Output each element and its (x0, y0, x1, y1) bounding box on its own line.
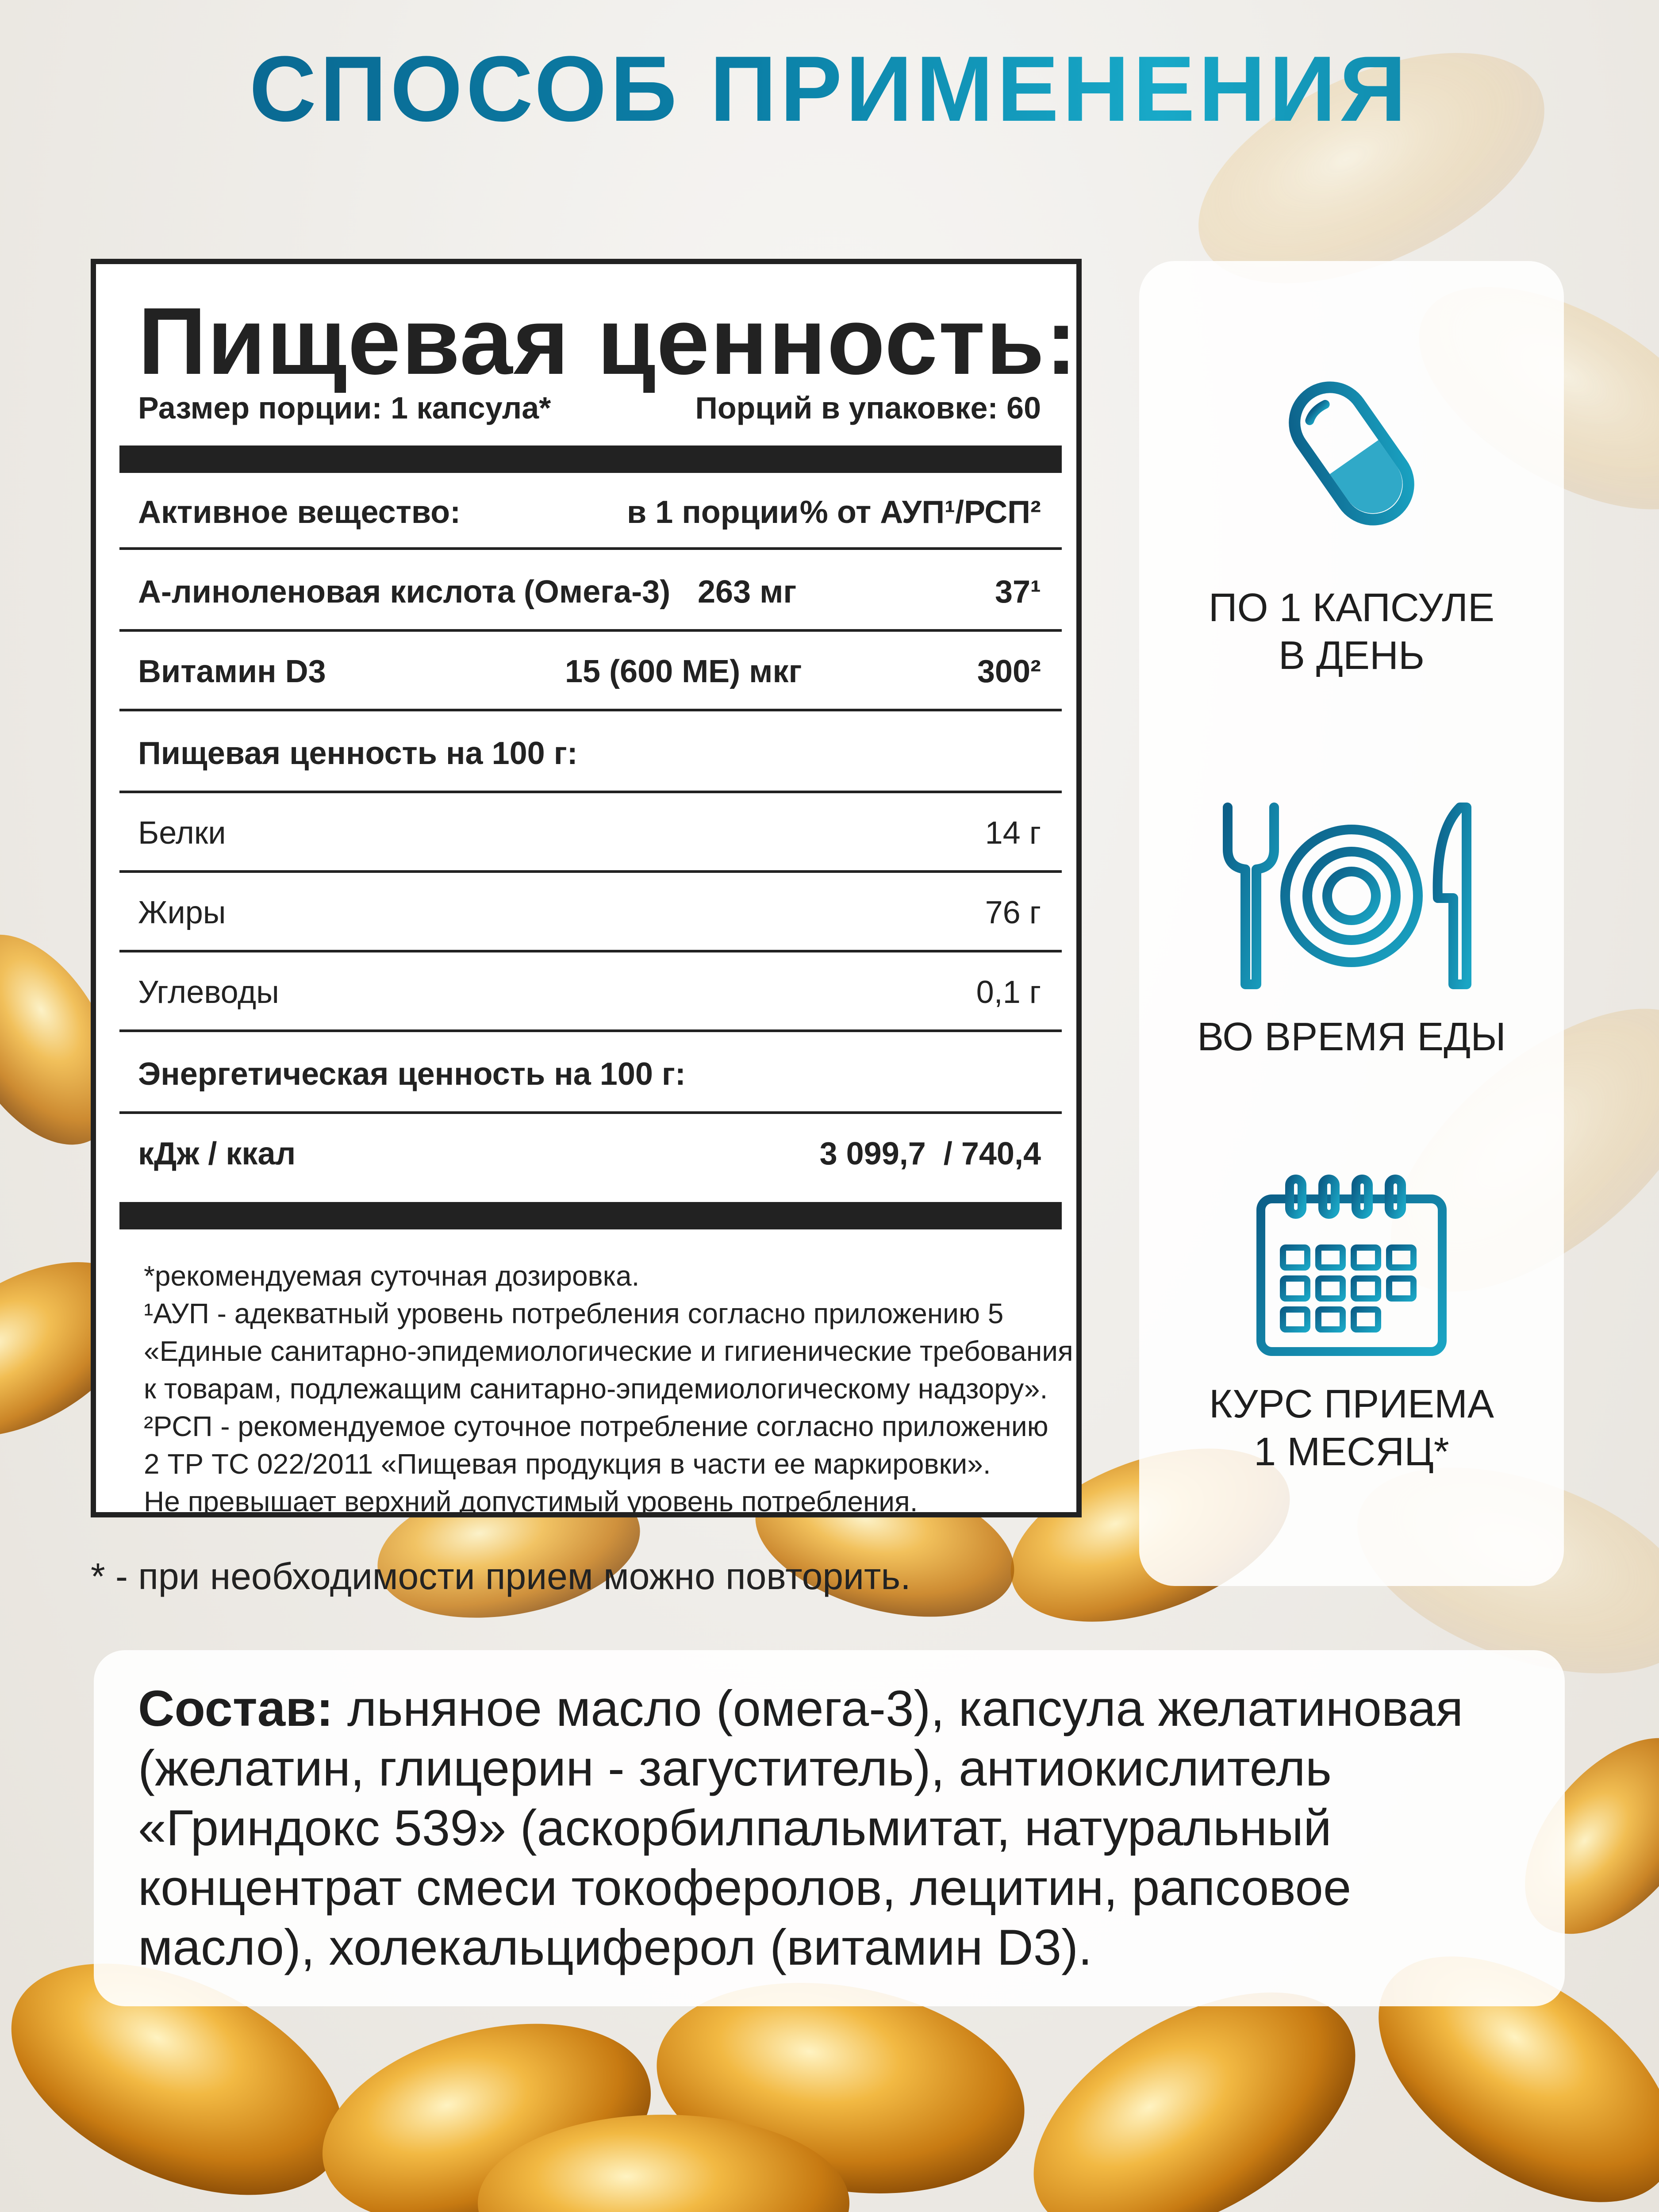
calendar-icon (1254, 1172, 1449, 1358)
row-divider (119, 629, 1062, 632)
active-percent: 300² (977, 654, 1041, 689)
composition-line: льняное масло (омега-3), капсула желатиновая (333, 1681, 1463, 1737)
per100-value: 14 г (985, 815, 1041, 851)
serving-size: Размер порции: 1 капсула* (138, 391, 551, 425)
col-substance: Активное вещество: (138, 495, 461, 530)
energy-value: 3 099,7 / 740,4 (819, 1136, 1041, 1171)
footnote: *рекомендуемая суточная дозировка. (144, 1260, 640, 1292)
per100-title: Пищевая ценность на 100 г: (138, 736, 578, 771)
row-divider (119, 791, 1062, 793)
usage-card (1139, 261, 1564, 1586)
composition-card (94, 1650, 1565, 2006)
per100-value: 0,1 г (976, 975, 1041, 1010)
energy-name: кДж / ккал (138, 1136, 296, 1171)
footnote: к товарам, подлежащим санитарно-эпидемиологическому надзору». (144, 1373, 1048, 1405)
composition-text (138, 1679, 1554, 1978)
active-amount: 15 (600 МЕ) мкг (565, 654, 802, 689)
usage-label: ВО ВРЕМЯ ЕДЫ (1197, 1015, 1506, 1059)
col-per-serving: в 1 порции (627, 495, 799, 530)
composition-line: «Гриндокс 539» (аскорбилпальмитат, натуральный (138, 1800, 1332, 1856)
composition-line: масло), холекальциферол (витамин D3). (138, 1920, 1092, 1976)
composition-label: Состав: (138, 1681, 334, 1737)
footnote: ¹АУП - адекватный уровень потребления согласно приложению 5 (144, 1298, 1004, 1329)
footnotes (144, 1257, 1073, 1521)
row-divider (119, 709, 1062, 711)
per100-name: Белки (138, 815, 226, 851)
per100-name: Углеводы (138, 975, 279, 1010)
usage-label: В ДЕНЬ (1278, 634, 1425, 678)
row-divider (119, 1111, 1062, 1114)
per100-value: 76 г (985, 895, 1041, 930)
row-divider (119, 950, 1062, 952)
page-title: СПОСОБ ПРИМЕНЕНИЯ (0, 35, 1659, 142)
servings-per-pack: Порций в упаковке: 60 (695, 391, 1041, 425)
plate-cutlery-icon (1219, 801, 1484, 991)
row-divider (119, 870, 1062, 873)
row-divider (119, 547, 1062, 550)
repeat-note: * - при необходимости прием можно повторить. (91, 1555, 911, 1597)
per100-name: Жиры (138, 895, 226, 930)
row-divider (119, 1029, 1062, 1032)
usage-label: ПО 1 КАПСУЛЕ (1208, 586, 1495, 630)
usage-label: 1 МЕСЯЦ* (1254, 1430, 1449, 1474)
footnote: «Единые санитарно-эпидемиологические и гигиенические требования (144, 1335, 1073, 1367)
footnote: ²РСП - рекомендуемое суточное потребление согласно приложению (144, 1410, 1048, 1442)
footnote: Не превышает верхний допустимый уровень потребления. (144, 1486, 918, 1517)
nutrition-title: Пищевая ценность: (138, 288, 1078, 394)
col-percent: % от АУП¹/РСП² (799, 495, 1041, 530)
capsule-icon (1270, 372, 1433, 535)
active-name: Витамин D3 (138, 654, 326, 689)
usage-label: КУРС ПРИЕМА (1209, 1382, 1494, 1426)
composition-line: (желатин, глицерин - загуститель), антиокислитель (138, 1740, 1332, 1797)
active-percent: 37¹ (995, 574, 1041, 610)
footnote: 2 ТР ТС 022/2011 «Пищевая продукция в части ее маркировки». (144, 1448, 991, 1480)
nutrition-panel (91, 259, 1082, 1517)
active-name: А-линоленовая кислота (Омега-3) (138, 574, 671, 610)
divider-bar (119, 445, 1062, 473)
active-amount: 263 мг (698, 574, 797, 610)
energy-title: Энергетическая ценность на 100 г: (138, 1056, 686, 1092)
divider-bar (119, 1202, 1062, 1229)
composition-line: концентрат смеси токоферолов, лецитин, рапсовое (138, 1860, 1352, 1916)
